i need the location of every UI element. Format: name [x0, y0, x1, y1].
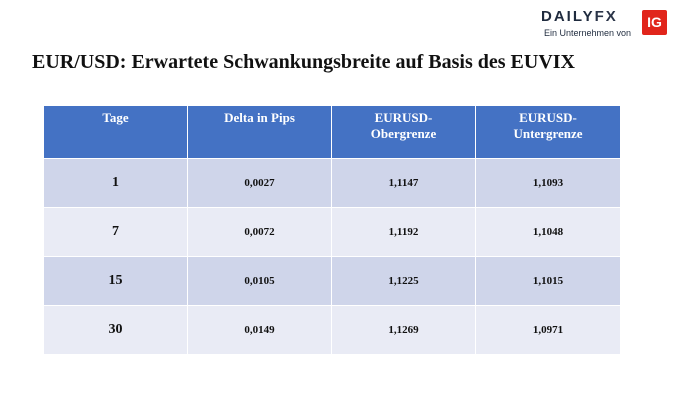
logo-fx-text: FX [594, 8, 618, 25]
table-row [44, 159, 621, 208]
volatility-range-table [43, 105, 621, 355]
header-eurusd-obergrenze: EURUSD- Obergrenze [332, 106, 476, 159]
header-tage: Tage [44, 106, 188, 159]
cell-delta: 0,0149 [188, 306, 332, 355]
logo-subtitle: Ein Unternehmen von [544, 28, 632, 38]
table-row [44, 208, 621, 257]
cell-upper-bound: 1,1225 [332, 257, 476, 306]
dailyfx-logo [541, 8, 667, 40]
cell-lower-bound: 1,0971 [476, 306, 621, 355]
cell-upper-bound: 1,1192 [332, 208, 476, 257]
logo-wordmark [541, 8, 618, 25]
header-eurusd-untergrenze: EURUSD- Untergrenze [476, 106, 621, 159]
cell-upper-bound: 1,1147 [332, 159, 476, 208]
page-title: EUR/USD: Erwartete Schwankungsbreite auf Basis des EUVIX [32, 51, 575, 73]
cell-days: 30 [44, 306, 188, 355]
cell-lower-bound: 1,1048 [476, 208, 621, 257]
cell-days: 7 [44, 208, 188, 257]
cell-upper-bound: 1,1269 [332, 306, 476, 355]
cell-delta: 0,0027 [188, 159, 332, 208]
table-row [44, 257, 621, 306]
header-delta-in-pips: Delta in Pips [188, 106, 332, 159]
cell-delta: 0,0105 [188, 257, 332, 306]
cell-days: 1 [44, 159, 188, 208]
ig-logo-icon: IG [642, 10, 667, 35]
table-header-row [44, 106, 621, 159]
cell-lower-bound: 1,1015 [476, 257, 621, 306]
table-row [44, 306, 621, 355]
cell-delta: 0,0072 [188, 208, 332, 257]
cell-days: 15 [44, 257, 188, 306]
logo-daily-text: DAILY [541, 8, 595, 25]
cell-lower-bound: 1,1093 [476, 159, 621, 208]
